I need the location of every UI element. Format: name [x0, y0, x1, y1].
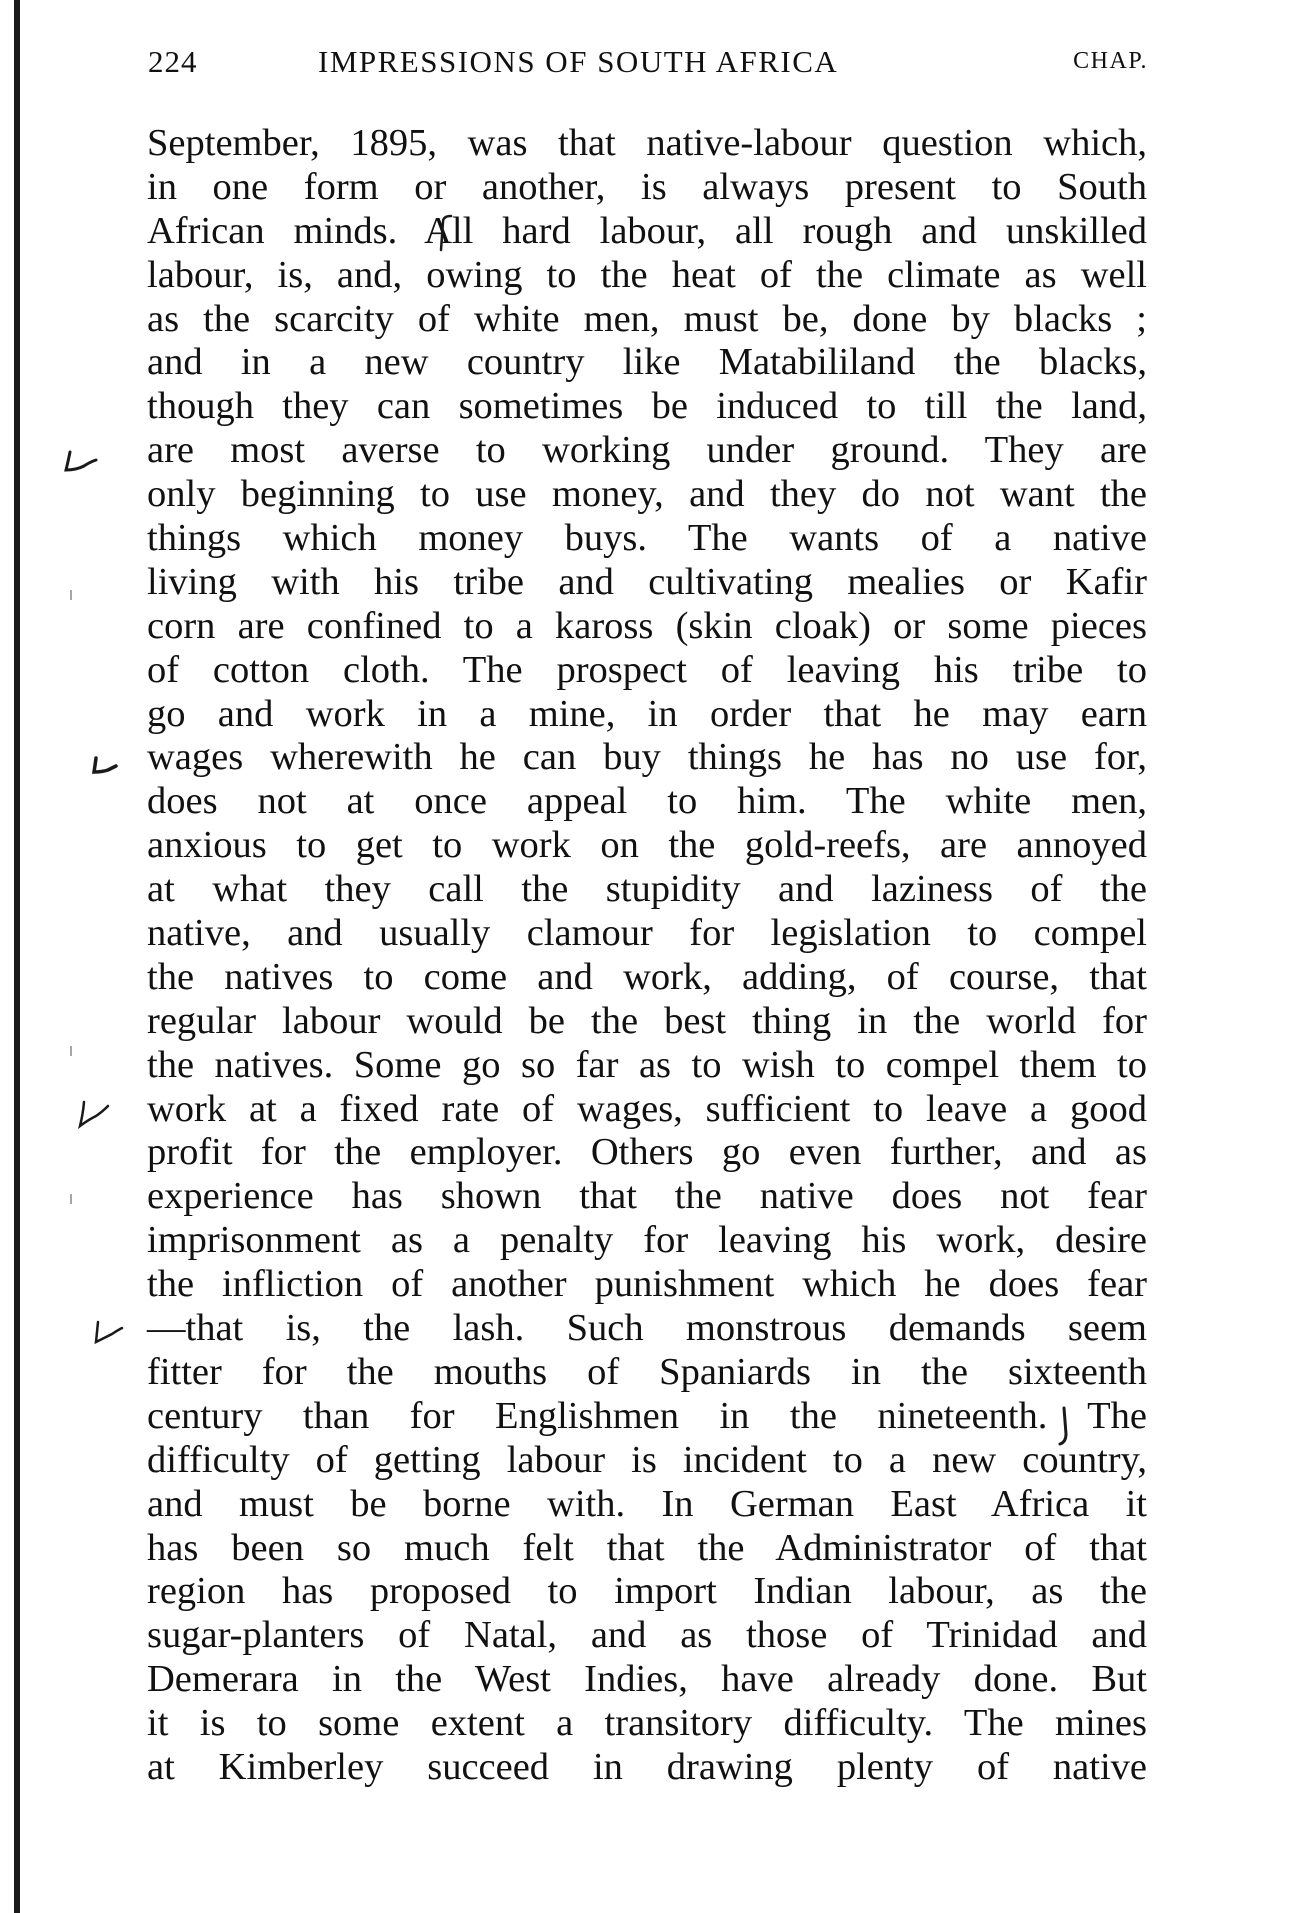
text-line: does not at once appeal to him. The white men,	[147, 780, 1147, 823]
body-text	[147, 122, 1147, 1790]
text-line: September, 1895, was that native-labour question which,	[147, 122, 1147, 164]
close-bracket-mark-icon	[1056, 1404, 1074, 1453]
text-line: century than for Englishmen in the nineteenth. The	[147, 1394, 1147, 1437]
text-line: and in a new country like Matabililand the blacks,	[147, 341, 1147, 384]
text-line: go and work in a mine, in order that he may earn	[147, 692, 1147, 735]
text-line: experience has shown that the native does not fear	[147, 1175, 1147, 1218]
margin-check-mark-icon	[62, 448, 102, 476]
text-line: at Kimberley succeed in drawing plenty of native	[147, 1745, 1147, 1788]
text-line: profit for the employer. Others go even further, and as	[147, 1131, 1147, 1174]
text-line: only beginning to use money, and they do not want the	[147, 473, 1147, 516]
text-line: the infliction of another punishment which he does fear	[147, 1263, 1147, 1306]
text-line: regular labour would be the best thing in the world for	[147, 999, 1147, 1042]
text-line: are most averse to working under ground. They are	[147, 429, 1147, 472]
text-line: anxious to get to work on the gold-reefs, are annoyed	[147, 824, 1147, 867]
text-line: as the scarcity of white men, must be, done by blacks ;	[147, 297, 1147, 340]
page-binding-edge	[14, 0, 20, 1913]
margin-tick-icon	[66, 1192, 106, 1220]
text-line: —that is, the lash. Such monstrous demands seem	[147, 1307, 1147, 1350]
open-bracket-mark-icon	[435, 212, 455, 261]
text-line: sugar-planters of Natal, and as those of Trinidad and	[147, 1614, 1147, 1657]
margin-check-mark-icon	[88, 1318, 128, 1346]
margin-check-mark-icon	[88, 752, 128, 780]
text-line: the natives to come and work, adding, of course, that	[147, 955, 1147, 998]
text-line: living with his tribe and cultivating mealies or Kafir	[147, 560, 1147, 603]
running-head	[148, 44, 1148, 84]
text-line: fitter for the mouths of Spaniards in the sixteenth	[147, 1350, 1147, 1393]
margin-check-mark-icon	[74, 1098, 114, 1126]
text-line: Demerara in the West Indies, have already done. But	[147, 1658, 1147, 1701]
text-line: corn are confined to a kaross (skin cloak) or some pieces	[147, 604, 1147, 647]
text-line: has been so much felt that the Administrator of that	[147, 1526, 1147, 1569]
text-line: work at a fixed rate of wages, sufficient to leave a good	[147, 1087, 1147, 1130]
text-line: in one form or another, is always present to South	[147, 165, 1147, 208]
text-line: though they can sometimes be induced to till the land,	[147, 385, 1147, 428]
text-line: region has proposed to import Indian labour, as the	[147, 1570, 1147, 1613]
page-number: 224	[148, 44, 198, 79]
text-line: native, and usually clamour for legislation to compel	[147, 912, 1147, 955]
text-line: difficulty of getting labour is incident to a new country,	[147, 1438, 1147, 1481]
text-line: at what they call the stupidity and laziness of the	[147, 868, 1147, 911]
text-line: labour, is, and, owing to the heat of the climate as well	[147, 253, 1147, 296]
text-line: African minds. All hard labour, all rough and unskilled	[147, 209, 1147, 252]
text-line: it is to some extent a transitory difficulty. The mines	[147, 1702, 1147, 1745]
margin-tick-icon	[66, 588, 106, 616]
chapter-label: CHAP.	[1073, 48, 1148, 74]
text-line: things which money buys. The wants of a native	[147, 517, 1147, 560]
text-line: imprisonment as a penalty for leaving his work, desire	[147, 1219, 1147, 1262]
margin-tick-icon	[66, 1044, 106, 1072]
text-line: wages wherewith he can buy things he has no use for,	[147, 736, 1147, 779]
text-line: of cotton cloth. The prospect of leaving his tribe to	[147, 648, 1147, 691]
text-line: and must be borne with. In German East Africa it	[147, 1482, 1147, 1525]
text-line: the natives. Some go so far as to wish to compel them to	[147, 1043, 1147, 1086]
running-title: IMPRESSIONS OF SOUTH AFRICA	[318, 44, 839, 79]
